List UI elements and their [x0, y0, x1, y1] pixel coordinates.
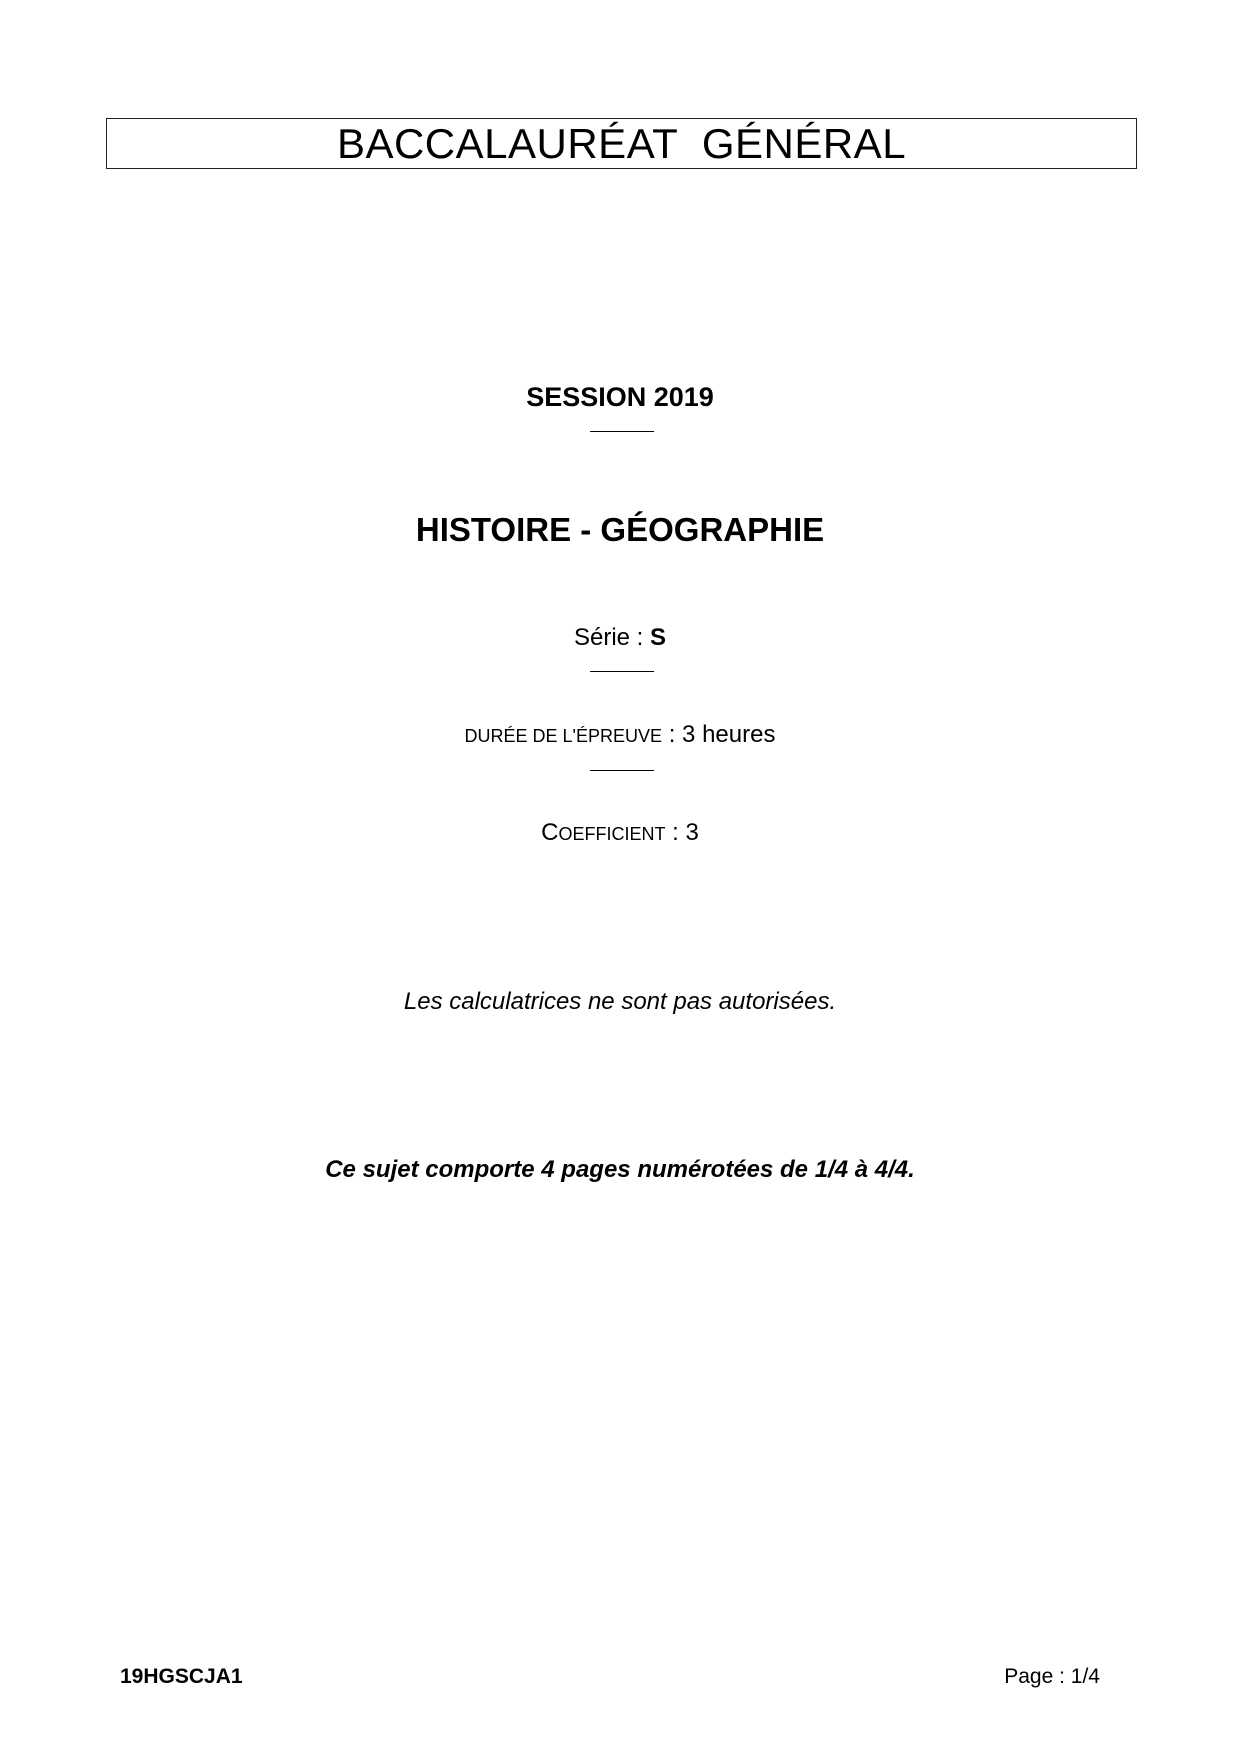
duree-label-prefix: D — [464, 726, 478, 746]
pages-note: Ce sujet comporte 4 pages numérotées de 1/4 à 4/4. — [325, 1156, 915, 1183]
duree-line — [0, 720, 1240, 751]
duree-value: : 3 heures — [662, 721, 776, 748]
duree-label-small2: PREUVE — [588, 726, 663, 746]
separator-line — [590, 770, 654, 771]
subject-code: 19HGSCJA1 — [120, 1665, 243, 1688]
subject-title: HISTOIRE - GÉOGRAPHIE — [415, 511, 825, 548]
serie-label: Série : — [573, 624, 650, 651]
separator-line — [590, 431, 654, 432]
separator-line — [590, 671, 654, 672]
coefficient-value: : 3 — [665, 819, 699, 846]
coefficient-label-small: OEFFICIENT — [558, 824, 666, 844]
duree-label-small: URÉE DE L' — [477, 726, 576, 746]
coefficient-line — [0, 818, 1240, 849]
exam-title: BACCALAURÉAT GÉNÉRAL — [106, 118, 1137, 169]
session-label: SESSION 2019 — [526, 382, 714, 412]
serie-line — [0, 623, 1240, 653]
calculators-note: Les calculatrices ne sont pas autorisées. — [403, 988, 837, 1015]
coefficient-label-prefix: C — [541, 819, 559, 846]
page-number: Page : 1/4 — [1004, 1665, 1100, 1688]
duree-label-mid: É — [576, 726, 589, 746]
serie-value: S — [650, 624, 667, 651]
